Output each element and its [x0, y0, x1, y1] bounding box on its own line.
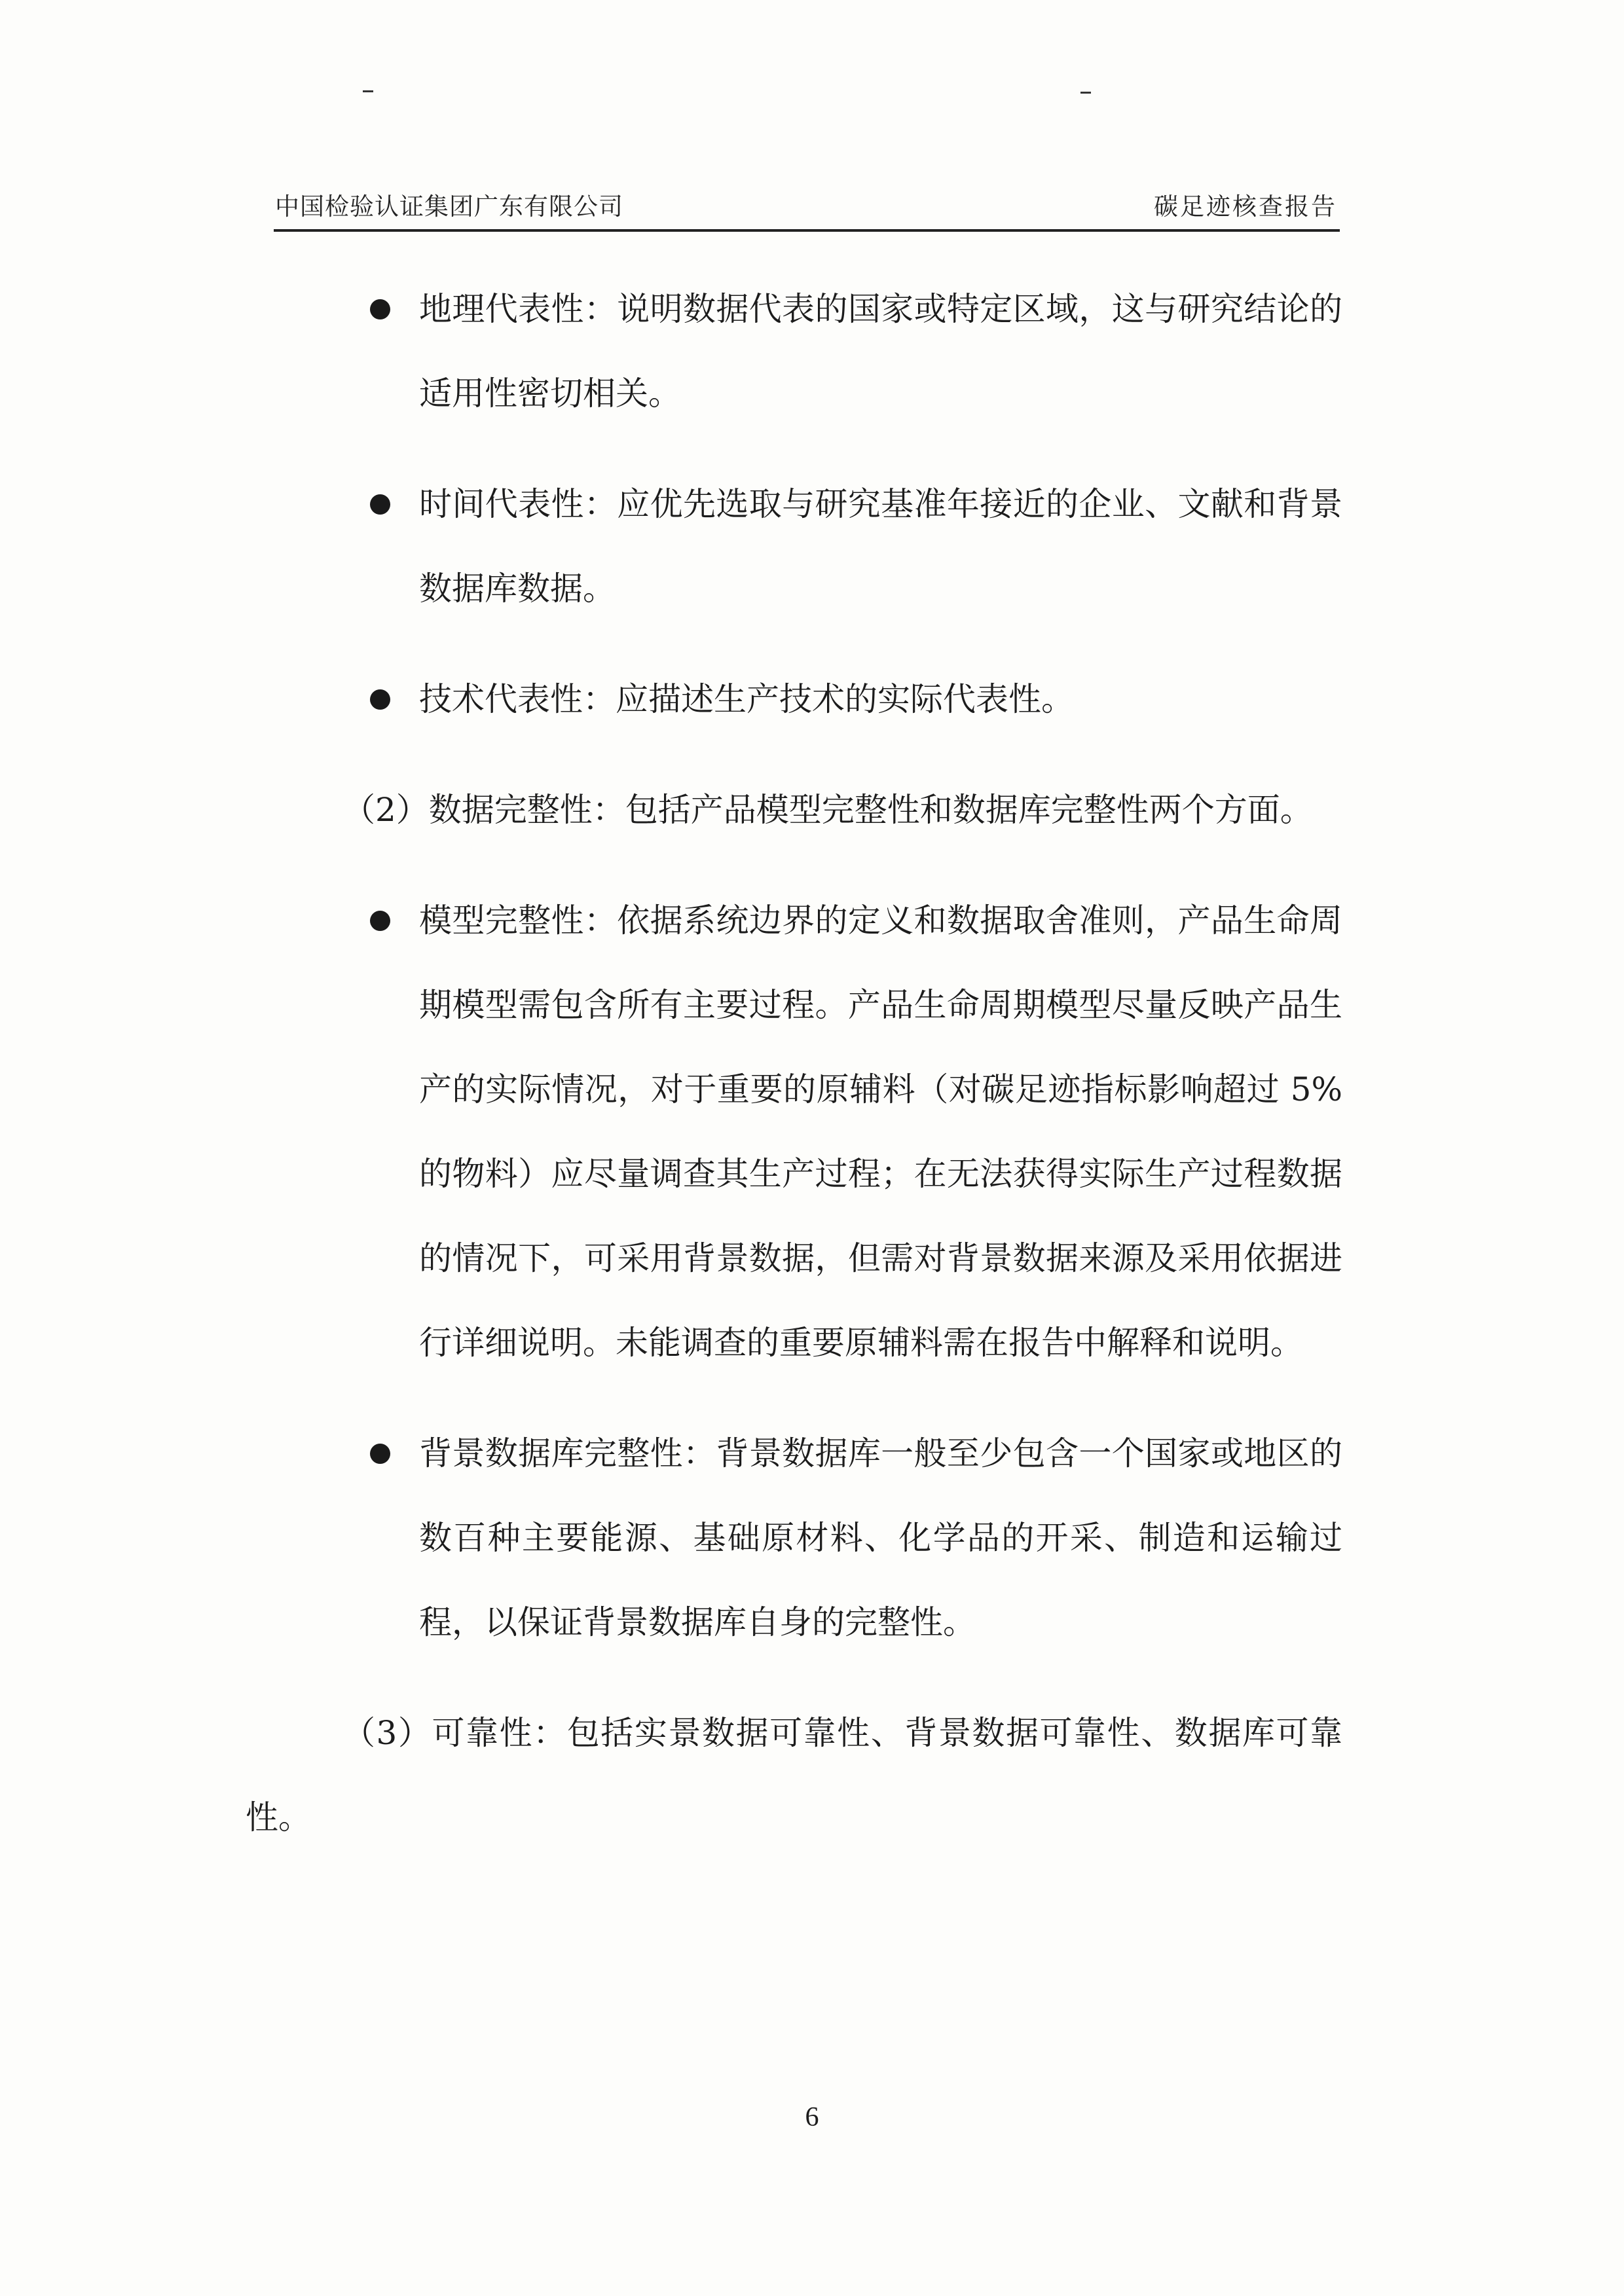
bullet-item-text: 地理代表性：说明数据代表的国家或特定区域，这与研究结论的适用性密切相关。 — [419, 290, 1342, 412]
bullet-dot-icon — [370, 299, 390, 319]
bullet-item-text: 时间代表性：应优先选取与研究基准年接近的企业、文献和背景数据库数据。 — [419, 485, 1342, 608]
page-number: 6 — [805, 2102, 819, 2132]
header-report-type: 碳足迹核查报告 — [1154, 192, 1337, 221]
bullet-dot-icon — [370, 689, 390, 710]
bullet-dot-icon — [370, 911, 390, 931]
bullet-item-text: 技术代表性：应描述生产技术的实际代表性。 — [419, 680, 1074, 718]
bullet-item-geographic-representativeness — [246, 267, 1342, 436]
scan-mark-right — [1080, 92, 1091, 94]
bullet-dot-icon — [370, 494, 390, 515]
bullet-item-text: 背景数据库完整性：背景数据库一般至少包含一个国家或地区的数百种主要能源、基础原材料、化学品的开采、制造和运输过程，以保证背景数据库自身的完整性。 — [419, 1434, 1342, 1641]
page-body — [246, 267, 1342, 1860]
scan-mark-left — [363, 90, 373, 92]
bullet-item-database-completeness — [246, 1412, 1342, 1665]
bullet-item-model-completeness — [246, 879, 1342, 1385]
bullet-item-temporal-representativeness — [246, 462, 1342, 631]
bullet-item-technical-representativeness — [246, 657, 1342, 742]
bullet-item-text: 模型完整性：依据系统边界的定义和数据取舍准则，产品生命周期模型需包含所有主要过程。产品生命周期模型尽量反映产品生产的实际情况，对于重要的原辅料（对碳足迹指标影响超过 5%的物料）应尽量调查其生产过程；在无法获得实际生产过程数据的情况下，可采用背景数据，但需对背景数据来源及采用依据进行详细说明。未能调查的重要原辅料需在报告中解释和说明。 — [419, 902, 1342, 1362]
header-organization: 中国检验认证集团广东有限公司 — [275, 192, 623, 221]
section-data-completeness: （2）数据完整性：包括产品模型完整性和数据库完整性两个方面。 — [342, 791, 1313, 829]
bullet-dot-icon — [370, 1444, 390, 1464]
page-header — [274, 189, 1340, 232]
section-reliability: （3）可靠性：包括实景数据可靠性、背景数据可靠性、数据库可靠性。 — [246, 1714, 1342, 1836]
